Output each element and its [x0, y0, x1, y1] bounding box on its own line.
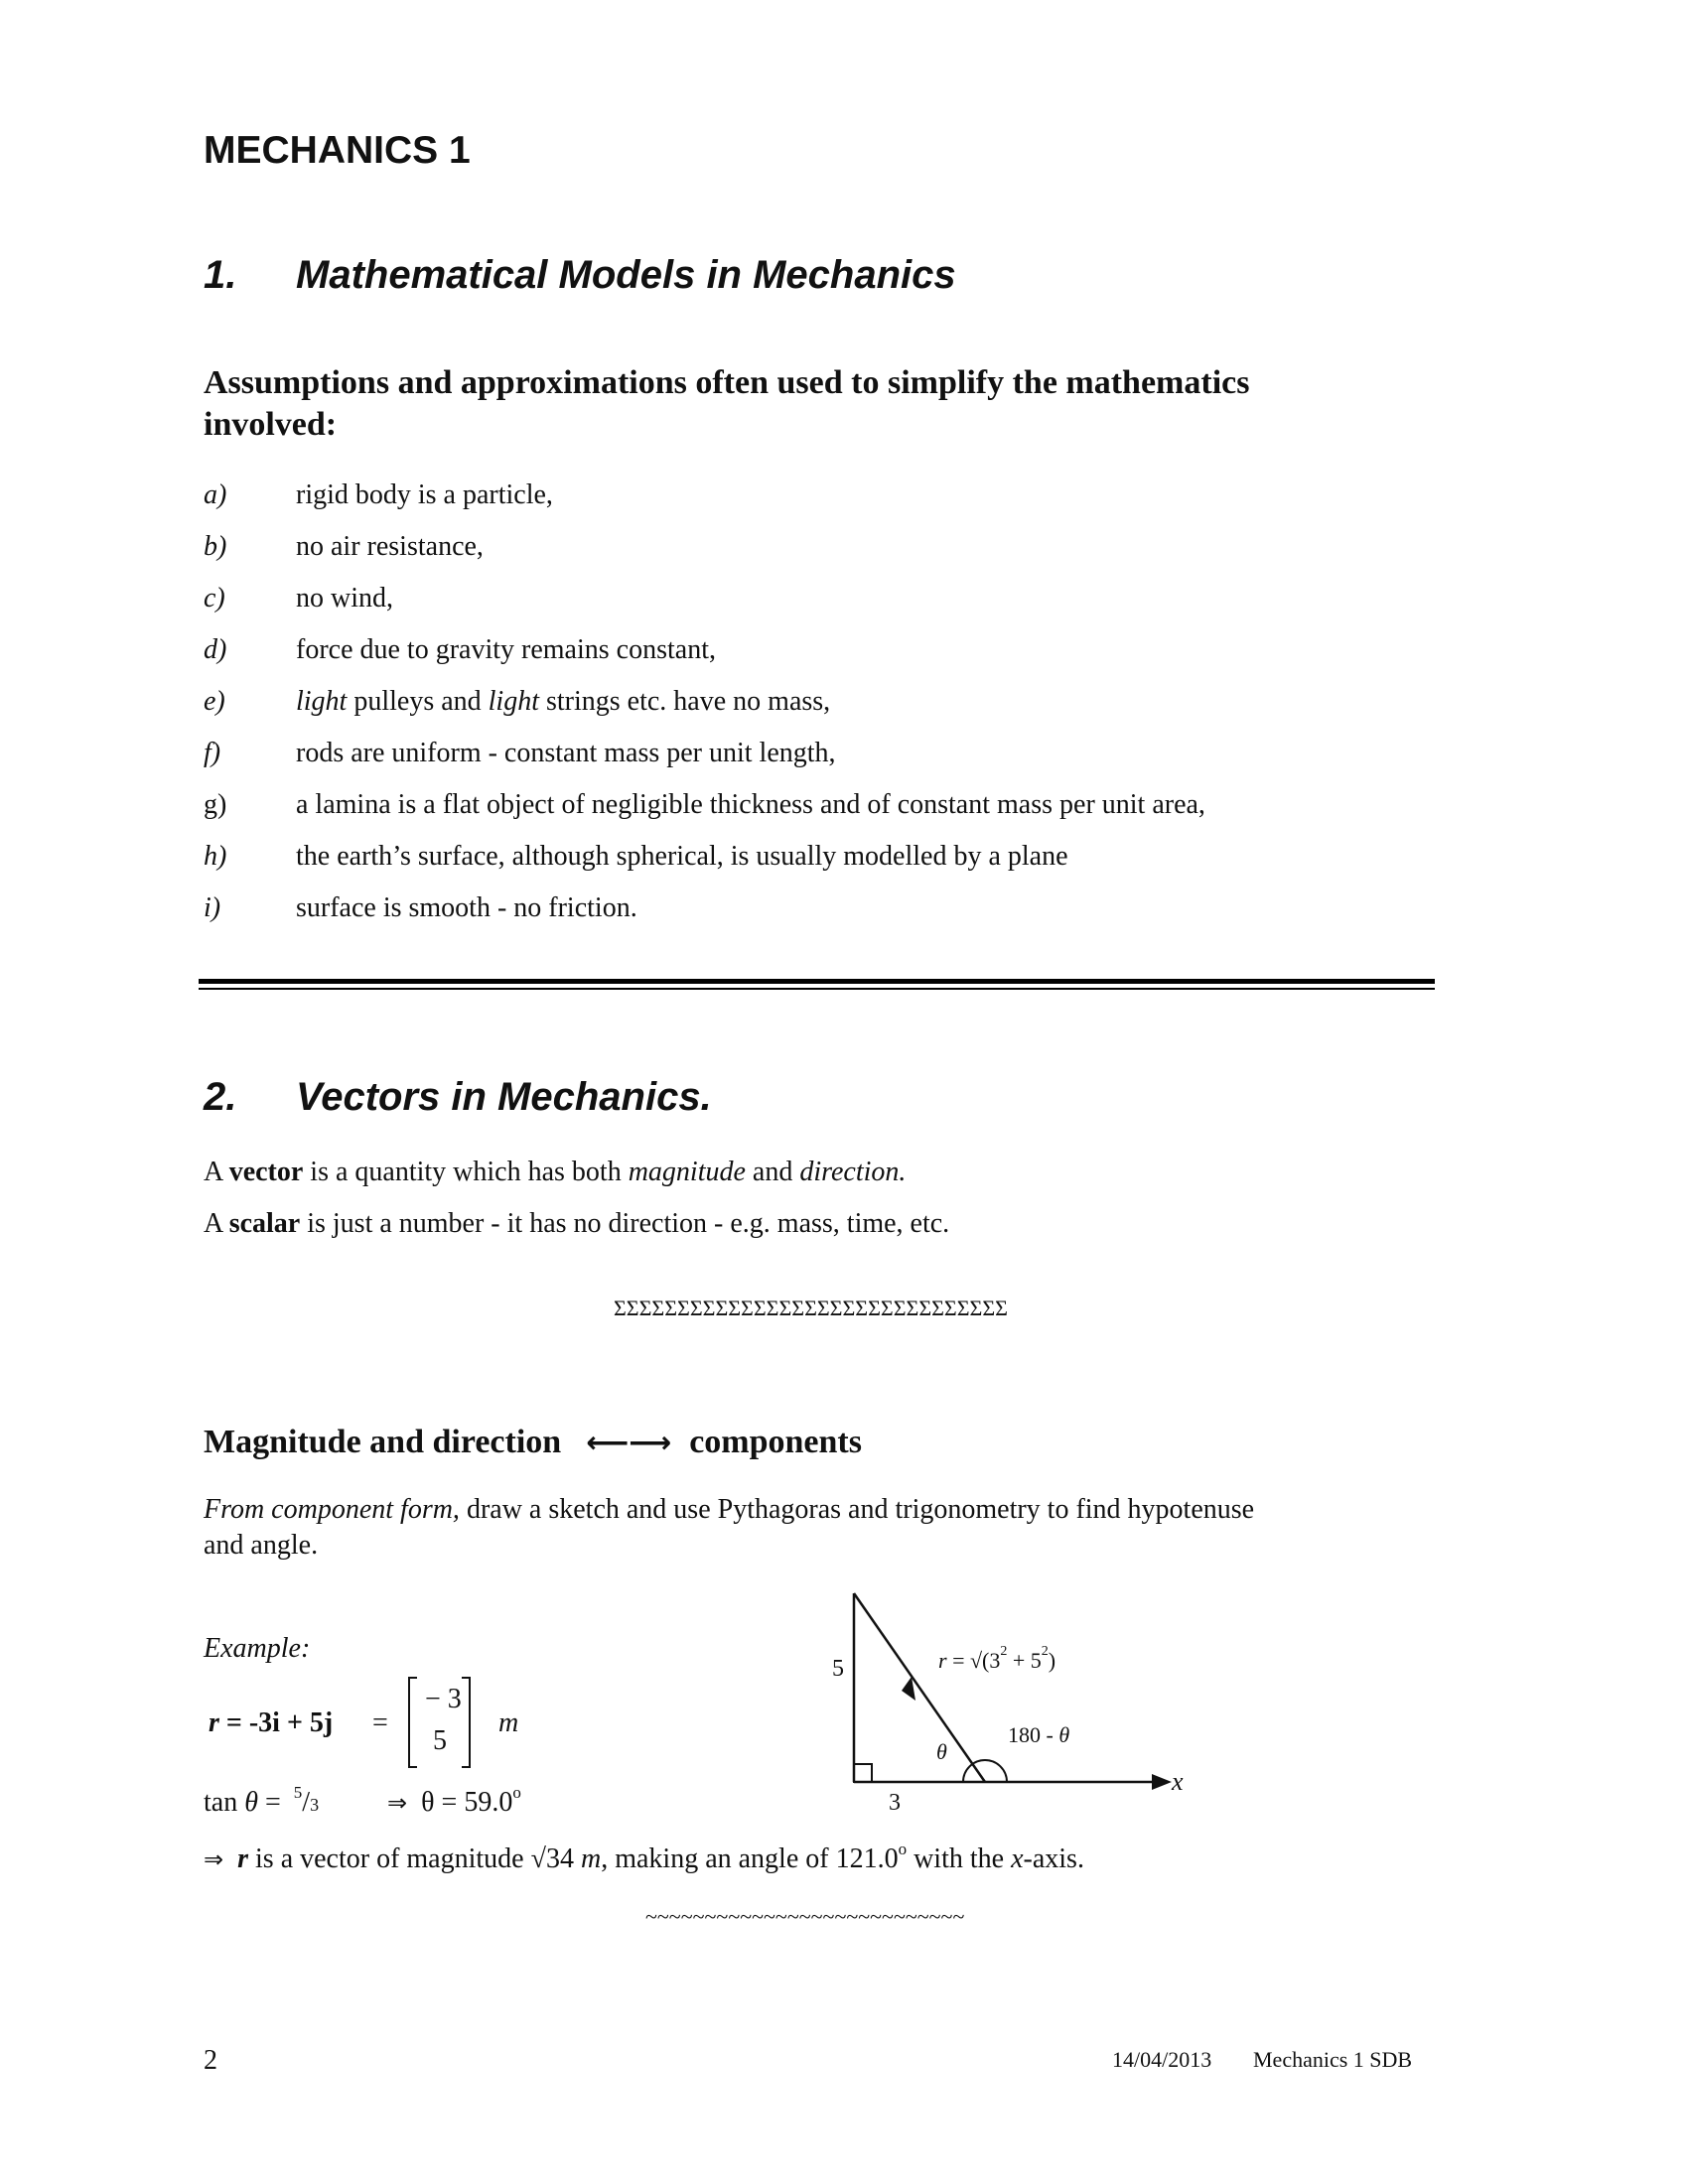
vector-r: r: [237, 1843, 249, 1874]
section-2-number: 2.: [204, 1075, 237, 1119]
list-item-text: no wind,: [296, 583, 393, 614]
component-intro-line1: [204, 1494, 1254, 1526]
x-axis-arrowhead-icon: [1152, 1774, 1172, 1790]
text-part: =: [257, 1787, 288, 1818]
list-item-label: f): [204, 738, 221, 768]
assumptions-heading-line1: Assumptions and approximations often used to simplify the mathematics: [204, 364, 1250, 401]
angle-arc: [963, 1760, 1007, 1782]
scalar-definition: [204, 1208, 949, 1240]
conclusion-line: [204, 1840, 1084, 1875]
light-emphasis: light: [296, 686, 348, 717]
superscript: 2: [1041, 1644, 1049, 1659]
tan-equation: tan θ = $^5$/3: [204, 1783, 320, 1818]
heading-left: Magnitude and direction: [204, 1424, 562, 1460]
list-item-text: rods are uniform - constant mass per unit length,: [296, 738, 836, 768]
list-item-label: c): [204, 583, 225, 614]
triangle-diagram: [814, 1583, 1231, 1822]
theta-result: [387, 1783, 521, 1819]
text-part: A: [204, 1208, 229, 1239]
list-item-text: surface is smooth - no friction.: [296, 892, 637, 923]
hypotenuse: [854, 1593, 985, 1782]
text-part: and: [745, 1157, 800, 1187]
vector-term: vector: [228, 1157, 304, 1187]
page-number: 2: [204, 2045, 217, 2076]
double-arrow-icon: ⟵⟶: [586, 1426, 672, 1460]
right-angle-marker: [854, 1764, 872, 1782]
vector-definition: [204, 1157, 906, 1188]
section-divider-rule-thin: [199, 988, 1435, 990]
theta-label: θ: [936, 1739, 947, 1764]
vector-r: r: [938, 1648, 947, 1673]
tan-text: tan: [204, 1787, 245, 1818]
fraction-numerator: 5: [293, 1783, 303, 1802]
equation-rhs: = -3i + 5j: [218, 1707, 334, 1738]
side-label-5: 5: [832, 1656, 844, 1682]
matrix-bottom: 5: [433, 1725, 447, 1756]
text-part: + 5: [1007, 1648, 1042, 1673]
list-item-text: force due to gravity remains constant,: [296, 634, 716, 665]
list-item-label: h): [204, 841, 227, 872]
equals-sign: =: [372, 1707, 388, 1738]
list-item-label: e): [204, 686, 225, 717]
magnitude-direction-heading: [204, 1422, 862, 1464]
text-part: is just a number - it has no direction - e.g. mass, time, etc.: [300, 1208, 950, 1239]
heading-right: components: [689, 1424, 862, 1460]
example-label: Example:: [204, 1633, 311, 1664]
light-emphasis: light: [488, 686, 539, 717]
unit-m: m: [498, 1707, 519, 1738]
intro-emphasis: From component form,: [204, 1494, 460, 1525]
assumptions-heading-line2: involved:: [204, 406, 338, 443]
scalar-term: scalar: [228, 1208, 301, 1239]
x-variable: x: [1011, 1843, 1024, 1874]
text-part: with the: [907, 1843, 1012, 1874]
direction-emphasis: direction.: [799, 1157, 907, 1187]
list-item-label: a): [204, 479, 227, 510]
section-1-title: Mathematical Models in Mechanics: [296, 253, 956, 297]
unit-m: m: [580, 1843, 602, 1874]
footer-doc-name: Mechanics 1 SDB: [1253, 2047, 1413, 2072]
list-item-text: a lamina is a flat object of negligible thickness and of constant mass per unit area,: [296, 789, 1205, 820]
vector-r: r: [209, 1707, 219, 1738]
component-intro-line2: and angle.: [204, 1530, 319, 1561]
implies-icon: ⇒: [387, 1789, 408, 1817]
text-part: = √(3: [946, 1648, 1001, 1673]
text-part: 180 -: [1008, 1722, 1059, 1747]
side-label-3: 3: [889, 1790, 901, 1816]
list-item-text-part: pulleys and: [347, 686, 489, 717]
list-item-label: d): [204, 634, 227, 665]
text-part: -axis.: [1023, 1843, 1084, 1874]
theta-symbol: θ: [1058, 1722, 1070, 1747]
text-part: draw a sketch and use Pythagoras and trigonometry to find hypotenuse: [459, 1494, 1255, 1525]
theta-symbol: θ: [244, 1787, 258, 1818]
section-2-title: Vectors in Mechanics.: [296, 1075, 712, 1119]
document-title: MECHANICS 1: [204, 129, 471, 172]
footer-date: 14/04/2013: [1112, 2047, 1212, 2072]
tilde-divider: ~~~~~~~~~~~~~~~~~~~~~~~~~~~: [645, 1904, 965, 1929]
x-axis-label: x: [1172, 1767, 1184, 1796]
fraction-denominator: 3: [310, 1795, 320, 1815]
column-vector: [407, 1676, 472, 1769]
degree-symbol: o: [898, 1840, 908, 1858]
text-part: is a quantity which has both: [303, 1157, 629, 1187]
text-part: , making an angle of 121.0: [601, 1843, 899, 1874]
list-item: [204, 479, 226, 511]
list-item-text: no air resistance,: [296, 531, 484, 562]
section-divider-rule: [199, 979, 1435, 984]
supplement-angle-label: [1008, 1722, 1069, 1748]
text-part: ): [1048, 1648, 1056, 1673]
degree-symbol: o: [512, 1783, 521, 1802]
theta-value: θ = 59.0: [421, 1787, 513, 1818]
list-item-text: [296, 686, 830, 718]
text-part: A: [204, 1157, 229, 1187]
list-item-label: b): [204, 531, 227, 562]
matrix-top: − 3: [425, 1684, 462, 1714]
magnitude-emphasis: magnitude: [628, 1157, 746, 1187]
sigma-divider: ΣΣΣΣΣΣΣΣΣΣΣΣΣΣΣΣΣΣΣΣΣΣΣΣΣΣΣΣΣΣΣ: [614, 1296, 1008, 1320]
implies-icon: ⇒: [204, 1845, 224, 1873]
list-item-text-part: strings etc. have no mass,: [539, 686, 831, 717]
section-1-number: 1.: [204, 253, 237, 297]
list-item-label: i): [204, 892, 221, 923]
vector-equation: [209, 1707, 333, 1739]
list-item-label: g): [204, 789, 227, 820]
list-item-text: rigid body is a particle,: [296, 479, 553, 510]
hypotenuse-label: [938, 1644, 1056, 1674]
text-part: is a vector of magnitude √34: [248, 1843, 581, 1874]
superscript: 2: [1000, 1644, 1008, 1659]
list-item-text: the earth’s surface, although spherical, is usually modelled by a plane: [296, 841, 1068, 872]
